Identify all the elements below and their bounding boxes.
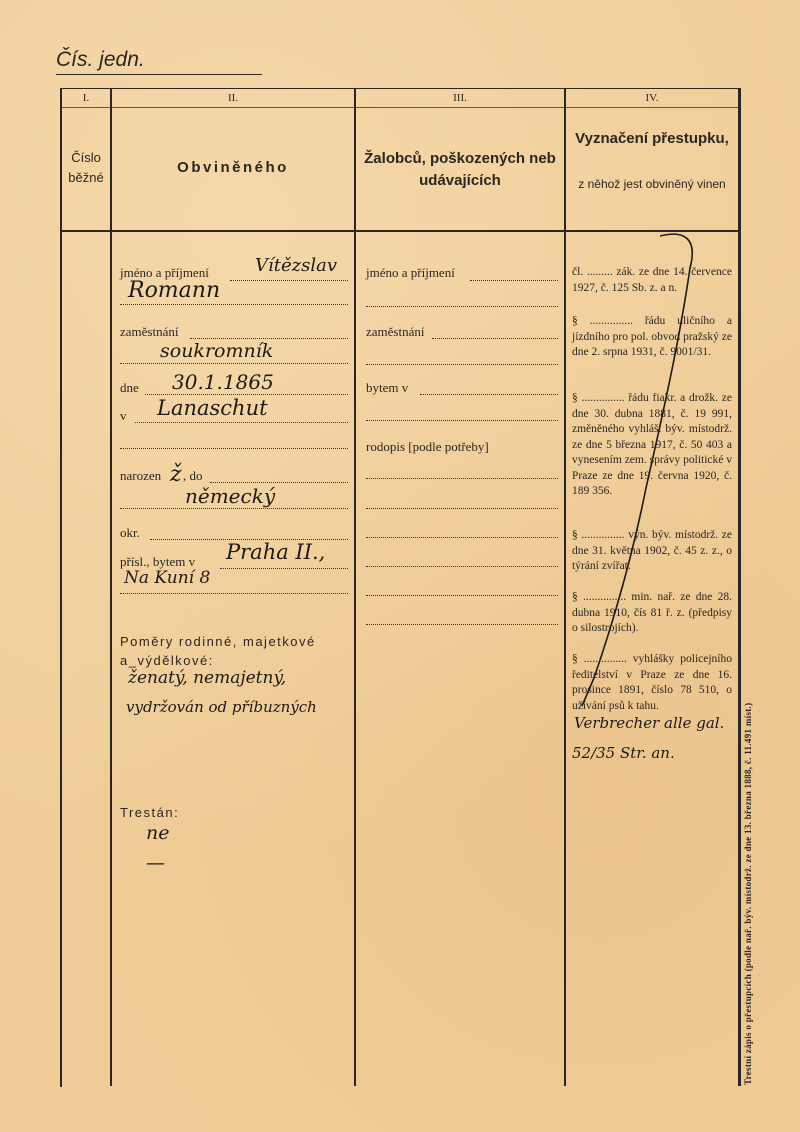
accused-occupation-label: zaměstnání	[120, 324, 179, 339]
accused-address-dots	[120, 593, 348, 594]
law-text-1: čl. ......... zák. ze dne 14. července 1927, č. 125 Sb. z. a n.	[572, 266, 732, 294]
accused-occupation-dots	[190, 338, 348, 339]
plaintiff-residence-dots	[420, 394, 558, 395]
accused-family-hw2: vydržován od příbuzných	[126, 698, 317, 716]
accused-nation-hw: německý	[185, 484, 276, 508]
accused-born-place-dots	[135, 422, 348, 423]
plaintiff-name-dots2	[366, 306, 558, 307]
accused-born-date-label: dne	[120, 380, 139, 395]
accused-address-hw: Na Kuní 8	[124, 568, 211, 588]
header-zalobcu: Žalobců, poškozených neb udávajících	[364, 150, 556, 189]
accused-occupation-hw: soukromník	[160, 340, 274, 362]
col-number-1: I.	[82, 92, 90, 104]
law-text-2: § ............... řádu uličního a jízdního pro pol. obvod pražský ze dne 2. srpna 1931, č. 9001/31.	[572, 315, 732, 358]
accused-born-date-dots	[145, 394, 348, 395]
accused-punished-label: Trestán:	[120, 805, 180, 820]
case-number-label: Čís. jedn.	[56, 48, 145, 71]
accused-family-hw1: ženatý, nemajetný,	[128, 668, 287, 688]
plaintiff-bio-label: rodopis [podle potřeby]	[366, 439, 489, 454]
plaintiff-bio-dots2	[366, 508, 558, 509]
law-text-3: § ............... řádu fiakr. a drožk. ze dne 30. dubna 1881, č. 19 991, změněného vyhláš. býv. místodrž. ze dne 5 března 1917, č. 50 403 a vynesením zem. správy politické v Praze ze dne 19. června 1920, č. 189 356.	[572, 392, 733, 497]
accused-nation-dots	[210, 482, 348, 483]
side-form-note: Trestní zápis o přestupcích (podle nař. býv. místodrž. ze dne 13. března 1888, č. 11.491 míst.)	[743, 702, 753, 1085]
plaintiff-name-dots	[470, 280, 558, 281]
plaintiff-bio-dots4	[366, 566, 558, 567]
accused-nation-label2: , do	[183, 468, 203, 483]
col-number-4: IV.	[645, 92, 659, 104]
accused-born-place-dots2	[120, 448, 348, 449]
plaintiff-occupation-dots	[432, 338, 558, 339]
accused-punished-hw1: ne	[146, 822, 170, 844]
plaintiff-bio-dots3	[366, 537, 558, 538]
law-text-4: § ............... výn. býv. místodrž. ze dne 31. května 1902, č. 45 z. z., o týrání zvířat.	[572, 529, 732, 572]
accused-name-hw2: Romann	[128, 278, 221, 303]
header-vyznaceni-sub: z něhož jest obviněný vinen	[578, 177, 726, 191]
accused-family-label: Poměry rodinné, majetkové a_výdělkové:	[120, 634, 316, 668]
accused-nation-label: narozen	[120, 468, 162, 483]
divider-col1	[110, 88, 112, 1086]
handwritten-check-mark	[564, 228, 740, 708]
accused-born-date-hw: 30.1.1865	[172, 370, 274, 394]
accused-name-dots2	[120, 304, 348, 305]
header-vyznaceni: Vyznačení přestupku,	[575, 130, 729, 147]
plaintiff-occupation-label: zaměstnání	[366, 324, 425, 339]
numbers-row-line	[60, 107, 740, 108]
accused-born-place-label: v	[120, 408, 127, 423]
header-obvineneho: Obviněného	[177, 159, 289, 176]
plaintiff-residence-label: bytem v	[366, 380, 409, 395]
plaintiff-bio-dots5	[366, 595, 558, 596]
accused-nation-hw-mark: ž	[170, 462, 182, 487]
accused-okr-label: okr.	[120, 525, 140, 540]
law-hw-note-2: 52/35 Str. an.	[572, 744, 675, 762]
header-cislo-bezne: Číslo běžné	[68, 150, 104, 185]
accused-domicile-label: přísl., bytem v	[120, 554, 196, 569]
accused-name-hw1: Vítězslav	[255, 255, 338, 276]
law-text-5: § ............... min. nař. ze dne 28. dubna 1910, čís 81 ř. z. (předpisy o silostrojích).	[572, 591, 732, 634]
case-number-line	[56, 74, 262, 75]
accused-name-dots	[230, 280, 348, 281]
plaintiff-bio-dots6	[366, 624, 558, 625]
law-hw-note-1: Verbrecher alle gal.	[574, 714, 725, 732]
accused-nation-dots2	[120, 508, 348, 509]
accused-name-label: jméno a příjmení	[120, 265, 209, 280]
plaintiff-occupation-dots2	[366, 364, 558, 365]
accused-born-place-hw: Lanaschut	[157, 396, 268, 420]
plaintiff-name-label: jméno a příjmení	[366, 265, 455, 280]
accused-domicile-hw: Praha II.,	[226, 540, 326, 564]
col-number-2: II.	[227, 92, 239, 104]
accused-domicile-dots	[220, 568, 348, 569]
plaintiff-residence-dots2	[366, 420, 558, 421]
accused-punished-hw2: —	[146, 852, 165, 874]
law-text-6: § ............... vyhlášky policejního ředitelství v Praze ze dne 16. prosince 1891, číslo 78 510, o užívání psů k tahu.	[572, 653, 732, 712]
accused-occupation-dots2	[120, 363, 348, 364]
plaintiff-bio-dots1	[366, 478, 558, 479]
col-number-3: III.	[453, 92, 467, 104]
divider-col2	[354, 88, 356, 1086]
